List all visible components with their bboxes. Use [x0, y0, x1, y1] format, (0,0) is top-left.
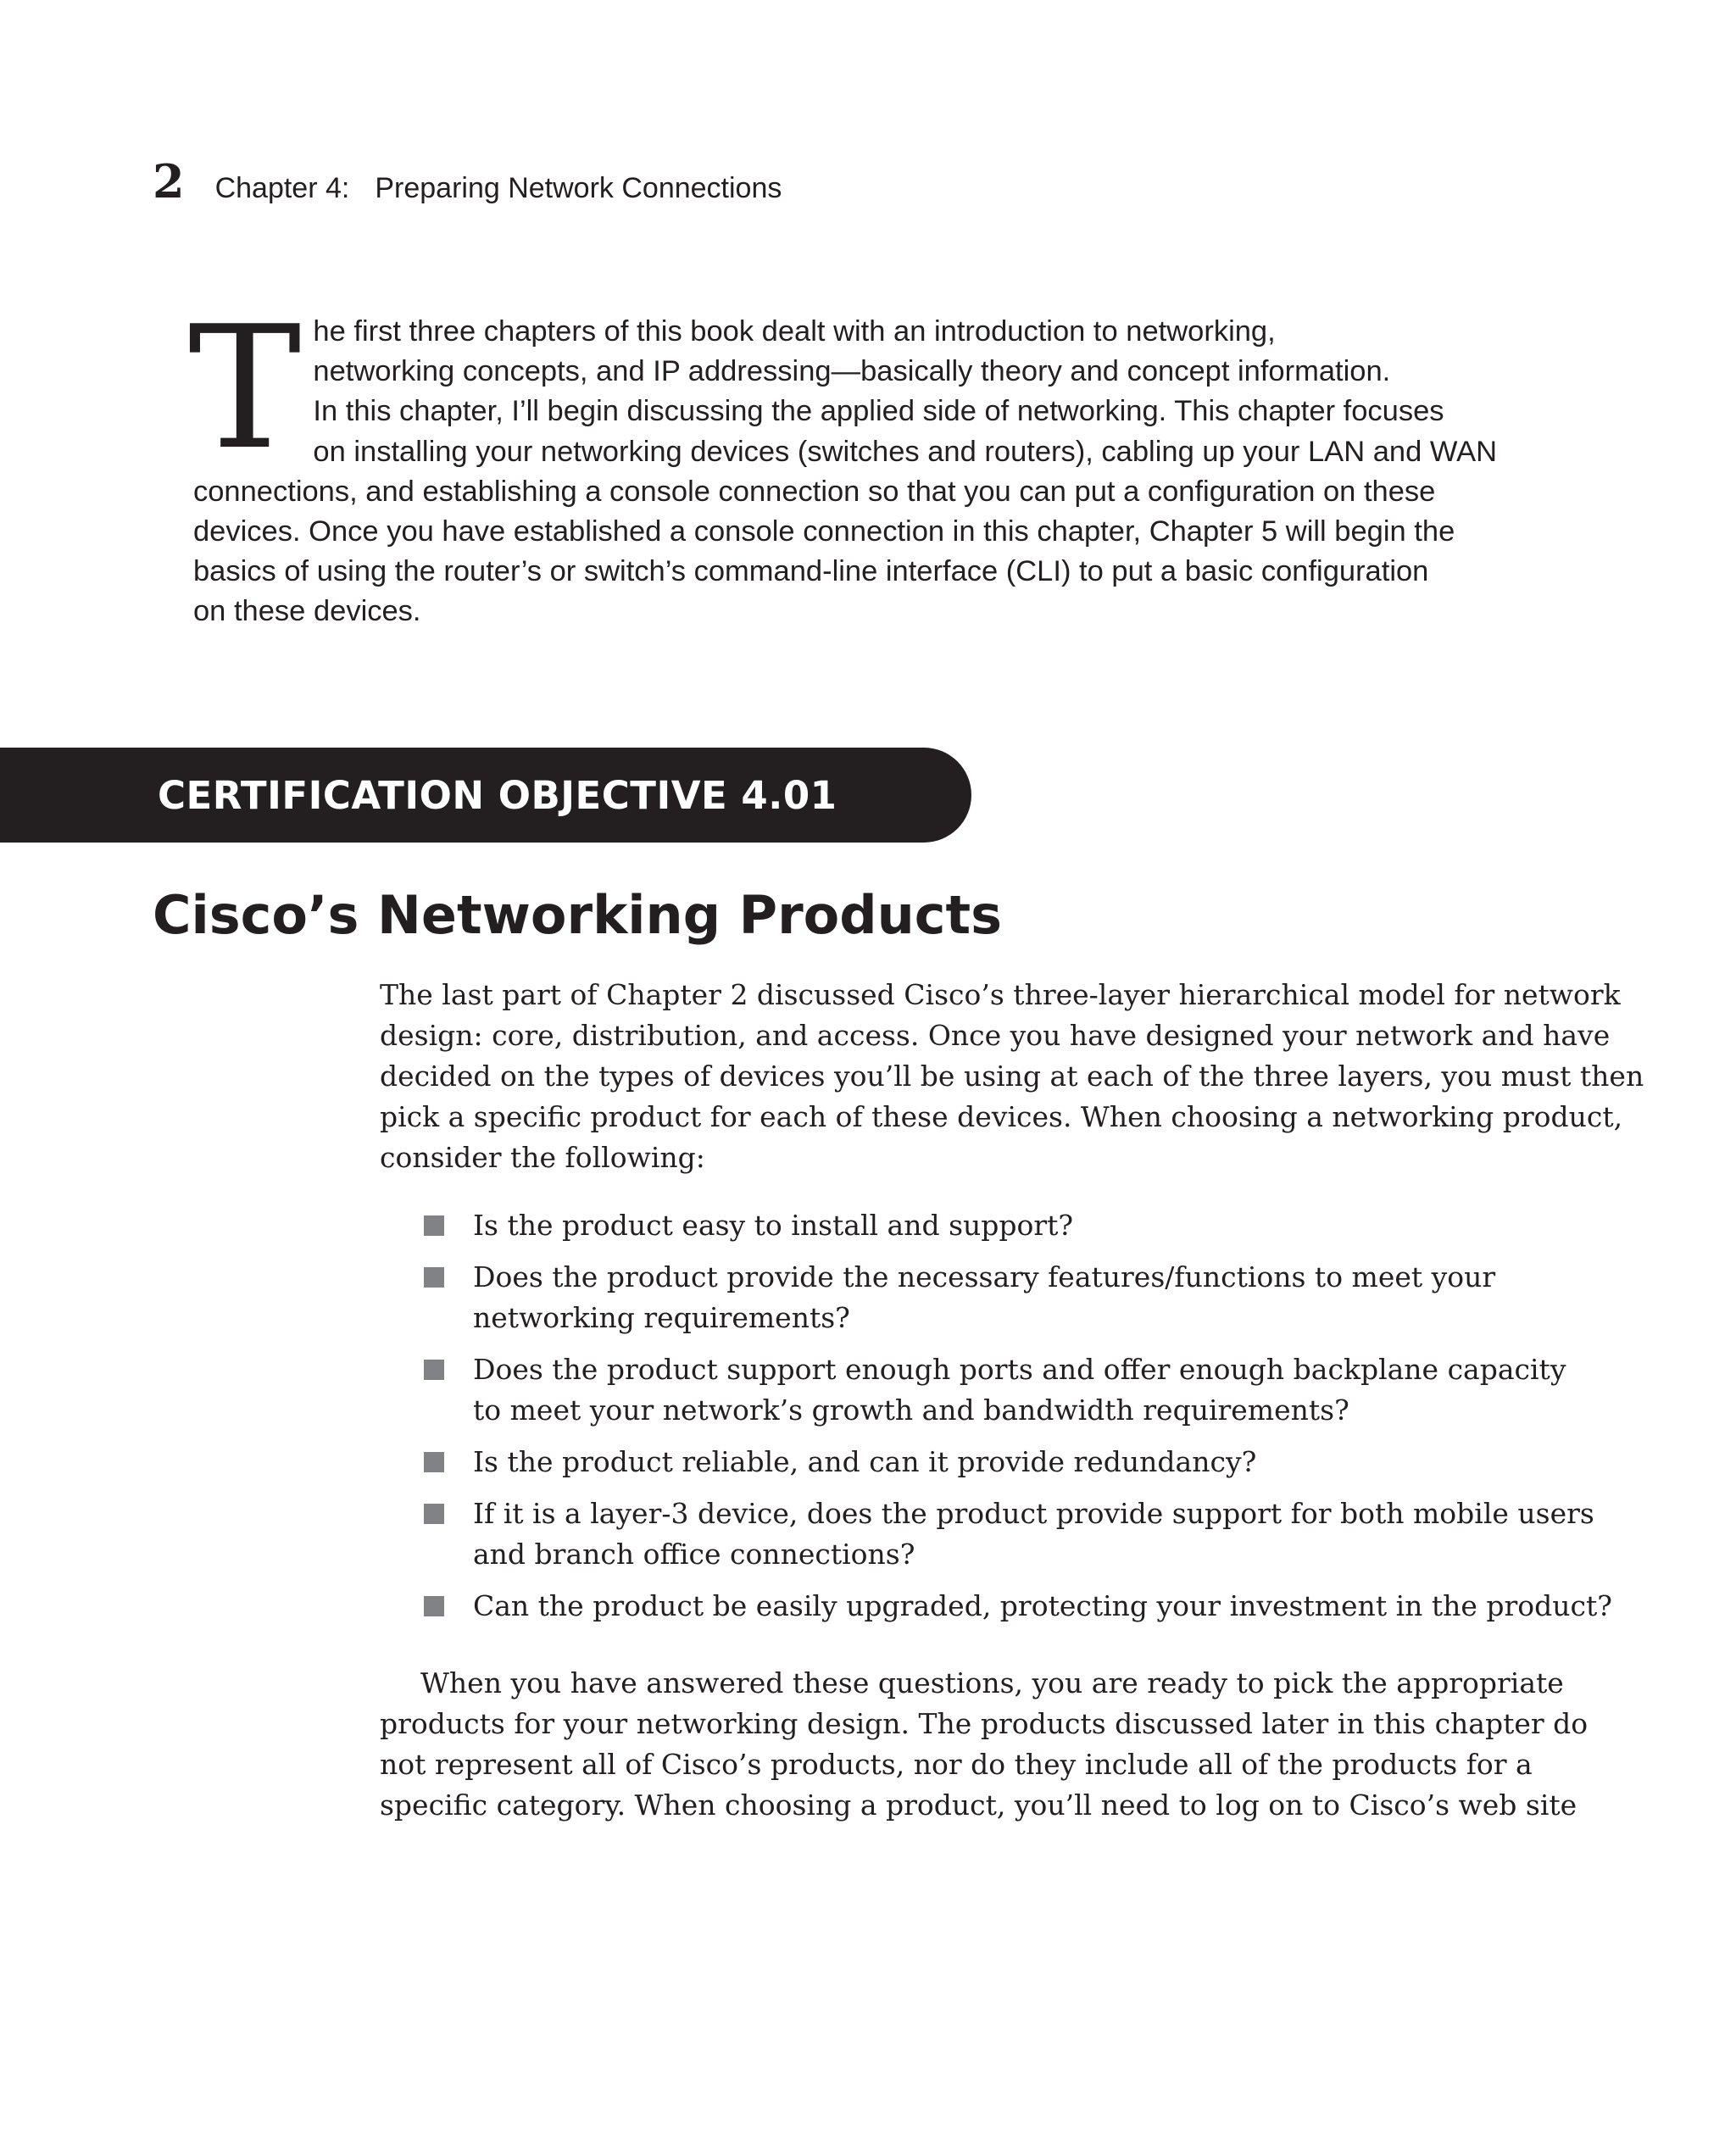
- running-head: [153, 154, 782, 209]
- chapter-label: Chapter 4:: [214, 172, 350, 204]
- intro-line: on installing your networking devices (switches and routers), cabling up your LAN and WAN: [313, 435, 1498, 468]
- intro-paragraph: [188, 290, 1499, 632]
- square-bullet-icon: [424, 1215, 444, 1236]
- square-bullet-icon: [424, 1504, 444, 1524]
- body-line: not represent all of Cisco’s products, nor do they include all of the products for a: [380, 1748, 1533, 1781]
- square-bullet-icon: [424, 1596, 444, 1616]
- body-line: pick a specific product for each of these devices. When choosing a networking product,: [380, 1100, 1623, 1133]
- list-item-text: Can the product be easily upgraded, protecting your investment in the product?: [473, 1589, 1612, 1622]
- list-item-text: Is the product easy to install and support?: [473, 1209, 1074, 1242]
- intro-line: basics of using the router’s or switch’s command-line interface (CLI) to put a basic configuration: [193, 555, 1429, 588]
- square-bullet-icon: [424, 1360, 444, 1380]
- criteria-list: [424, 1205, 1612, 1638]
- intro-line: networking concepts, and IP addressing—basically theory and concept information.: [313, 355, 1391, 388]
- chapter-title: Preparing Network Connections: [375, 172, 782, 204]
- body-line: consider the following:: [380, 1141, 705, 1174]
- list-item: [424, 1494, 1594, 1575]
- square-bullet-icon: [424, 1267, 444, 1288]
- list-item-text: and branch office connections?: [473, 1538, 915, 1571]
- list-item-text: networking requirements?: [473, 1301, 850, 1334]
- list-item-text: to meet your network’s growth and bandwidth requirements?: [473, 1393, 1349, 1427]
- square-bullet-icon: [424, 1452, 444, 1472]
- body-line: products for your networking design. The products discussed later in this chapter do: [380, 1707, 1589, 1740]
- body-line: specific category. When choosing a product, you’ll need to log on to Cisco’s web site: [380, 1788, 1577, 1822]
- list-item-text: Does the product provide the necessary features/functions to meet your: [473, 1260, 1496, 1293]
- body-paragraph-1: [380, 975, 1644, 1178]
- intro-line: In this chapter, I’ll begin discussing the applied side of networking. This chapter focuses: [313, 395, 1444, 428]
- list-item-text: If it is a layer-3 device, does the product provide support for both mobile users: [473, 1497, 1594, 1530]
- certification-objective-label: CERTIFICATION OBJECTIVE 4.01: [158, 772, 837, 818]
- list-item: [424, 1349, 1566, 1431]
- intro-line: on these devices.: [193, 595, 421, 628]
- body-paragraph-2: [380, 1663, 1589, 1826]
- list-item: [424, 1257, 1526, 1338]
- body-line: design: core, distribution, and access. Once you have designed your network and have: [380, 1019, 1611, 1052]
- list-item: [424, 1205, 1526, 1246]
- section-heading: Cisco’s Networking Products: [153, 884, 1003, 946]
- drop-cap: T: [188, 290, 302, 487]
- page-number: 2: [153, 154, 185, 209]
- list-item: [424, 1442, 1526, 1482]
- body-line: The last part of Chapter 2 discussed Cisco’s three-layer hierarchical model for network: [380, 978, 1621, 1011]
- list-item-text: Does the product support enough ports and offer enough backplane capacity: [473, 1353, 1566, 1386]
- body-line: decided on the types of devices you’ll be using at each of the three layers, you must then: [380, 1060, 1644, 1093]
- certification-objective-banner: [0, 748, 971, 843]
- intro-line: he first three chapters of this book dealt with an introduction to networking,: [313, 315, 1276, 348]
- body-line: When you have answered these questions, you are ready to pick the appropriate: [420, 1666, 1564, 1699]
- intro-line: devices. Once you have established a console connection in this chapter, Chapter 5 will begin the: [193, 515, 1455, 548]
- list-item-text: Is the product reliable, and can it provide redundancy?: [473, 1445, 1257, 1478]
- intro-line: connections, and establishing a console connection so that you can put a configuration on these: [193, 475, 1436, 508]
- list-item: [424, 1586, 1612, 1627]
